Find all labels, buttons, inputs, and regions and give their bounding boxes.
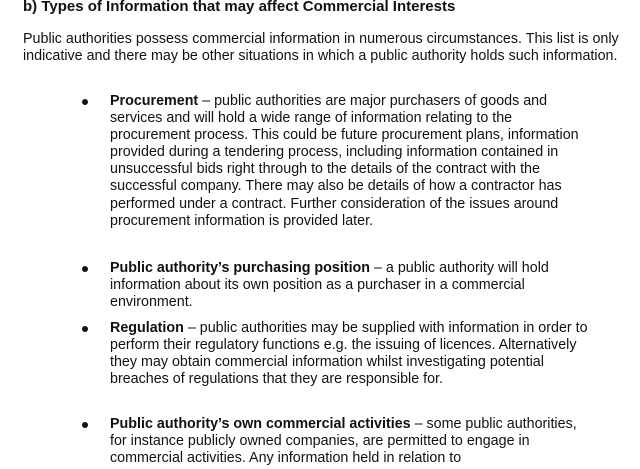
list-item-term: Regulation — [110, 320, 184, 336]
list-item-description: – public authorities may be supplied with information in order to perform their regulatory functions e.g. the issuing of licences. Alternatively they may obtain commercial information whilst investigating potential breaches of regulations that they are responsible for. — [110, 320, 588, 388]
bullet-icon — [82, 326, 88, 332]
list-item-text — [110, 416, 595, 467]
bullet-icon — [82, 99, 88, 105]
list-item-term: Procurement — [110, 93, 199, 109]
intro-paragraph: Public authorities possess commercial information in numerous circumstances. This list is only indicative and there may be other situations in which a public authority holds such information. — [23, 31, 619, 65]
list-item-term: Public authority’s own commercial activities — [110, 416, 411, 432]
list-item-description: – some public authorities, for instance publicly owned companies, are permitted to engage in commercial activities. Any information held in relation to — [110, 416, 577, 467]
list-item-text — [110, 260, 595, 311]
bullet-icon — [82, 266, 88, 272]
list-item-term: Public authority’s purchasing position — [110, 260, 371, 276]
list-item-text — [110, 320, 595, 388]
list-item-text — [110, 93, 595, 230]
list-item-description: – a public authority will hold information about its own position as a purchaser in a commercial environment. — [110, 260, 549, 311]
bullet-icon — [82, 422, 88, 428]
section-heading: b) Types of Information that may affect Commercial Interests — [23, 0, 456, 15]
list-item-description: – public authorities are major purchasers of goods and services and will hold a wide range of information relating to the procurement process. This could be future procurement plans, information provided during a tendering process, including information contained in unsuccessful bids right through to the details of the contract with the successful company. There may also be details of how a contractor has performed under a contract. Further consideration of the issues around procurement information is provided later. — [110, 93, 579, 229]
